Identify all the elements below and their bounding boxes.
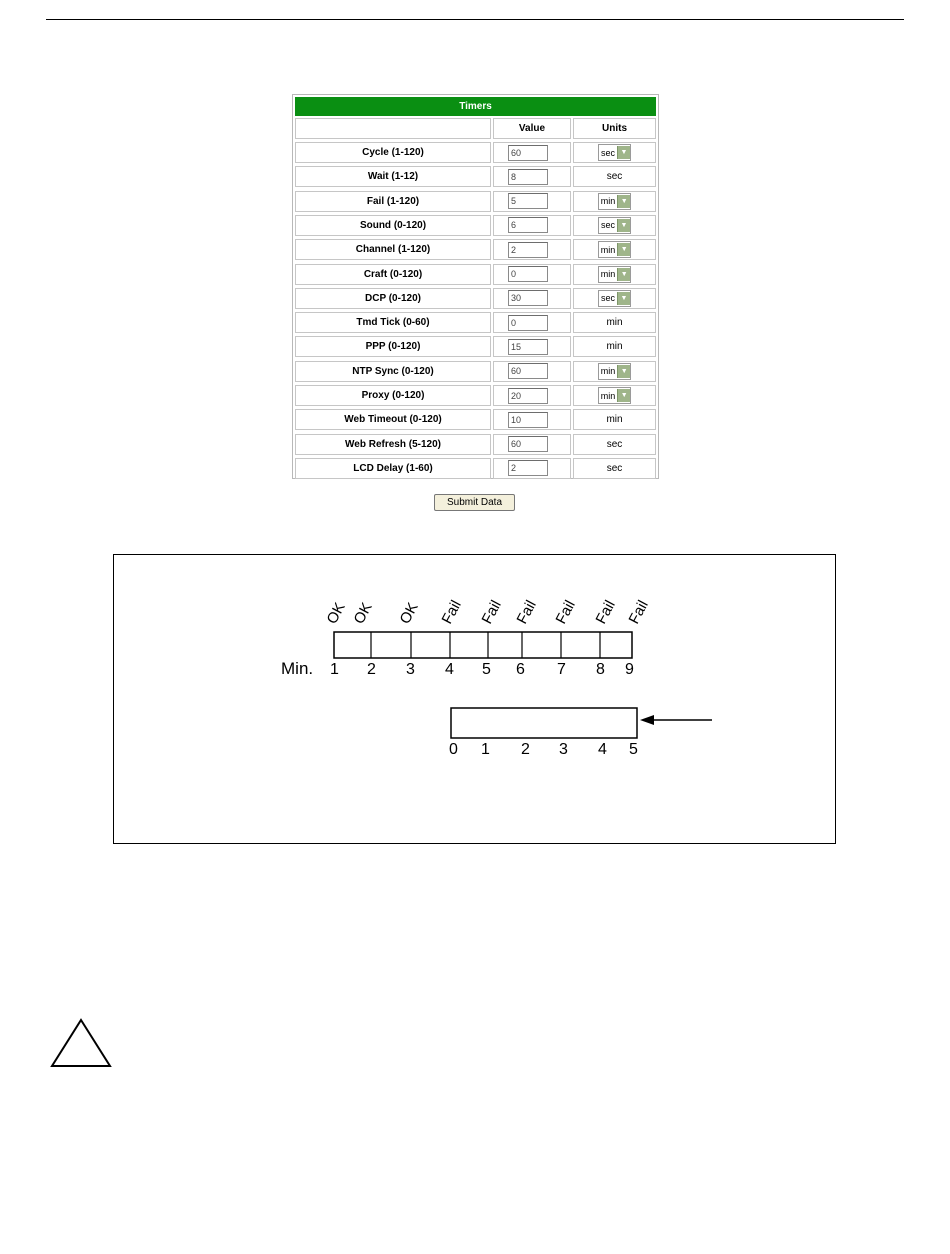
minute-tick-label: 1 — [330, 661, 339, 678]
unit-select-value: sec — [600, 220, 615, 231]
timer-value-input[interactable]: 30 — [508, 290, 548, 306]
window-tick-label: 2 — [521, 741, 530, 758]
timer-label: PPP (0-120) — [295, 336, 491, 357]
timer-row — [295, 142, 656, 163]
unit-select-value: min — [600, 390, 616, 401]
unit-text: sec — [606, 438, 623, 450]
timer-value-cell — [493, 288, 571, 309]
status-label: OK — [323, 599, 349, 627]
timer-row — [295, 458, 656, 479]
chevron-down-icon[interactable]: ▼ — [617, 292, 630, 305]
unit-text: min — [606, 317, 623, 329]
timer-row — [295, 191, 656, 212]
unit-text: min — [606, 341, 623, 353]
timer-value-input[interactable]: 60 — [508, 145, 548, 161]
header-value: Value — [493, 118, 571, 139]
timer-label: Craft (0-120) — [295, 264, 491, 285]
window-tick-label: 0 — [449, 741, 458, 758]
timer-unit-cell — [573, 409, 656, 430]
unit-select-value: sec — [600, 293, 615, 304]
status-label: OK — [350, 599, 376, 627]
status-label: Fail — [592, 597, 619, 627]
timer-row — [295, 288, 656, 309]
window-tick-label: 5 — [629, 741, 638, 758]
minute-tick-label: 3 — [406, 661, 415, 678]
window-tick-label: 4 — [598, 741, 607, 758]
timer-value-cell — [493, 434, 571, 455]
timer-value-cell — [493, 312, 571, 333]
unit-select-value: min — [600, 244, 616, 255]
timer-value-input[interactable]: 60 — [508, 436, 548, 452]
timer-label: Fail (1-120) — [295, 191, 491, 212]
timer-value-cell — [493, 215, 571, 236]
timer-value-cell — [493, 458, 571, 479]
unit-select[interactable] — [598, 217, 631, 234]
warning-triangle-icon — [50, 1018, 112, 1070]
status-label: Fail — [438, 597, 465, 627]
status-label: Fail — [552, 597, 579, 627]
timer-value-input[interactable]: 0 — [508, 315, 548, 331]
timer-unit-cell — [573, 288, 656, 309]
unit-select[interactable] — [598, 266, 632, 283]
timer-label: Sound (0-120) — [295, 215, 491, 236]
timer-label: Tmd Tick (0-60) — [295, 312, 491, 333]
timer-value-input[interactable]: 8 — [508, 169, 548, 185]
arrow-head-icon — [640, 715, 654, 725]
timer-value-input[interactable]: 20 — [508, 388, 548, 404]
timer-row — [295, 264, 656, 285]
chevron-down-icon[interactable]: ▼ — [617, 243, 630, 256]
chevron-down-icon[interactable]: ▼ — [617, 389, 630, 402]
timer-unit-cell — [573, 239, 656, 260]
timer-row — [295, 239, 656, 260]
timer-unit-cell — [573, 336, 656, 357]
window-tick-label: 1 — [481, 741, 490, 758]
timer-label: Channel (1-120) — [295, 239, 491, 260]
timer-label: Cycle (1-120) — [295, 142, 491, 163]
unit-select[interactable] — [598, 241, 632, 258]
timing-diagram — [113, 554, 836, 844]
timer-unit-cell — [573, 312, 656, 333]
timer-value-input[interactable]: 2 — [508, 460, 548, 476]
timer-row — [295, 336, 656, 357]
minute-tick-label: 9 — [625, 661, 634, 678]
timer-label: LCD Delay (1-60) — [295, 458, 491, 479]
chevron-down-icon[interactable]: ▼ — [617, 268, 630, 281]
header-units: Units — [573, 118, 656, 139]
timer-unit-cell — [573, 361, 656, 382]
unit-select-value: min — [600, 269, 616, 279]
timer-value-cell — [493, 166, 571, 187]
unit-text: sec — [606, 462, 623, 474]
unit-select[interactable] — [598, 363, 632, 380]
minute-axis-label: Min. — [281, 659, 314, 678]
unit-select-value: min — [600, 366, 616, 377]
timer-value-cell — [493, 239, 571, 260]
timer-value-input[interactable]: 10 — [508, 412, 548, 428]
timer-label: NTP Sync (0-120) — [295, 361, 491, 382]
unit-select[interactable] — [598, 387, 632, 404]
chevron-down-icon[interactable]: ▼ — [617, 219, 630, 232]
timer-row — [295, 312, 656, 333]
timer-value-cell — [493, 409, 571, 430]
status-label: Fail — [513, 597, 540, 627]
unit-select-value: min — [600, 196, 616, 207]
timer-unit-cell — [573, 142, 656, 163]
minute-timeline-box — [334, 632, 632, 658]
unit-select[interactable] — [598, 144, 631, 161]
chevron-down-icon[interactable]: ▼ — [617, 195, 630, 208]
timer-label: Web Timeout (0-120) — [295, 409, 491, 430]
timer-value-cell — [493, 264, 571, 285]
unit-select[interactable] — [598, 290, 631, 307]
header-param — [295, 118, 491, 139]
unit-select-value: sec — [600, 147, 615, 158]
unit-select[interactable] — [598, 193, 632, 210]
window-tick-label: 3 — [559, 741, 568, 758]
minute-tick-label: 8 — [596, 661, 605, 678]
minute-tick-label: 7 — [557, 661, 566, 678]
timer-row — [295, 361, 656, 382]
timers-panel — [292, 94, 659, 479]
unit-text: sec — [606, 171, 623, 183]
chevron-down-icon[interactable]: ▼ — [617, 365, 630, 378]
timer-value-input[interactable]: 60 — [508, 363, 548, 379]
timer-value-cell — [493, 142, 571, 163]
minute-tick-label: 2 — [367, 661, 376, 678]
timer-label: Wait (1-12) — [295, 166, 491, 187]
timer-unit-cell — [573, 215, 656, 236]
top-rule — [46, 19, 904, 20]
timer-unit-cell — [573, 191, 656, 212]
timer-label: DCP (0-120) — [295, 288, 491, 309]
timing-diagram-svg — [114, 555, 837, 845]
timer-row — [295, 434, 656, 455]
timer-value-input[interactable]: 5 — [508, 193, 548, 209]
timer-row — [295, 409, 656, 430]
status-label: Fail — [478, 597, 505, 627]
timer-row — [295, 215, 656, 236]
timer-value-cell — [493, 336, 571, 357]
window-box — [451, 708, 637, 738]
timer-label: Proxy (0-120) — [295, 385, 491, 406]
timer-label: Web Refresh (5-120) — [295, 434, 491, 455]
timers-header-row — [295, 118, 656, 139]
timers-title: Timers — [295, 97, 656, 116]
minute-tick-label: 5 — [482, 661, 491, 678]
minute-tick-label: 6 — [516, 661, 525, 678]
timer-unit-cell — [573, 385, 656, 406]
submit-data-button[interactable]: Submit Data — [434, 494, 515, 511]
timer-row — [295, 385, 656, 406]
unit-text: min — [606, 414, 623, 426]
timer-value-cell — [493, 191, 571, 212]
timer-value-input[interactable]: 2 — [508, 242, 548, 258]
timer-value-cell — [493, 361, 571, 382]
timer-value-input[interactable]: 6 — [508, 217, 548, 233]
timer-unit-cell — [573, 166, 656, 187]
timer-value-input[interactable]: 15 — [508, 339, 548, 355]
timer-unit-cell — [573, 434, 656, 455]
timer-row — [295, 166, 656, 187]
chevron-down-icon[interactable]: ▼ — [617, 146, 630, 159]
status-label: Fail — [625, 597, 652, 627]
timer-unit-cell — [573, 458, 656, 479]
status-label: OK — [396, 599, 422, 627]
timer-value-cell — [493, 385, 571, 406]
timer-unit-cell — [573, 264, 656, 285]
timer-value-input[interactable]: 0 — [508, 266, 548, 282]
minute-tick-label: 4 — [445, 661, 454, 678]
